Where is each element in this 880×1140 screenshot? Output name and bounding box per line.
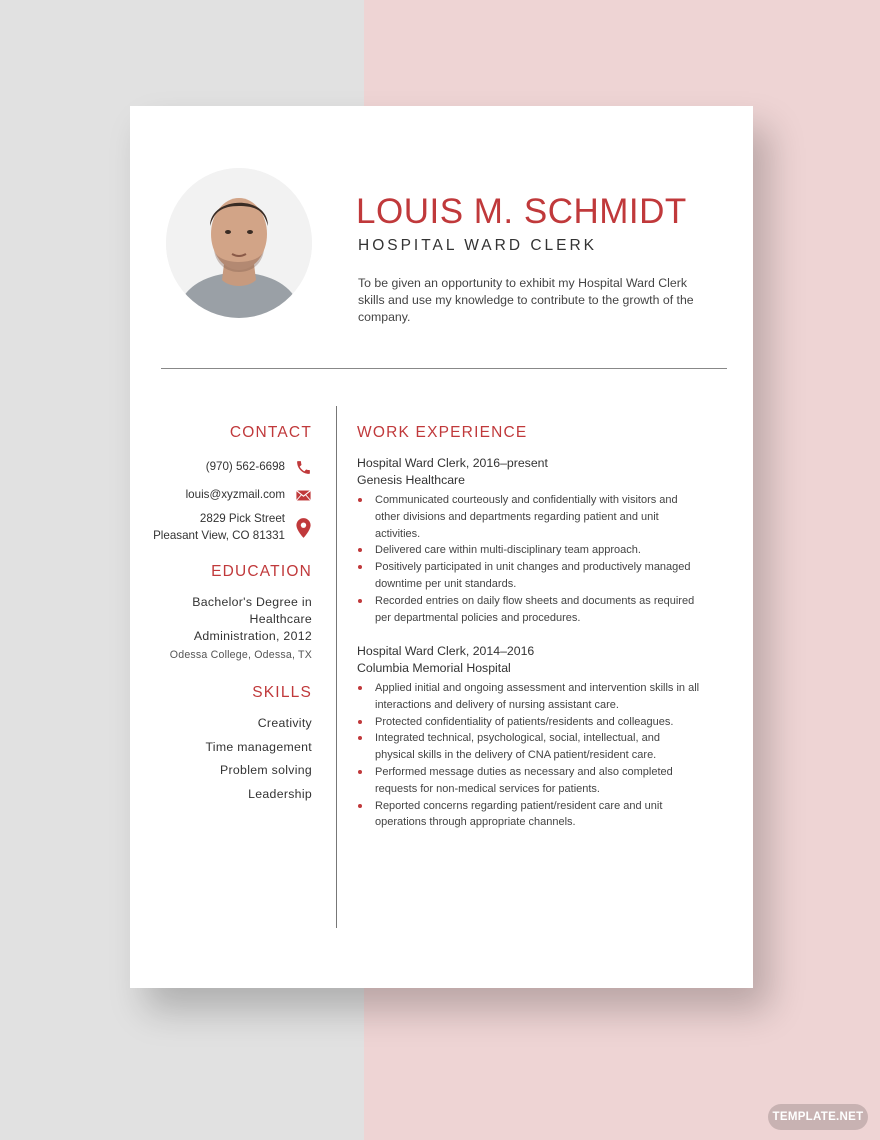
skill-item: Problem solving	[220, 763, 312, 777]
bullet-item: Applied initial and ongoing assessment and intervention skills in all interactions and delivery of nursing assistant care.	[357, 680, 702, 714]
resume-page	[130, 106, 753, 988]
bullet-item: Integrated technical, psychological, social, intellectual, and physical skills in the delivery of CNA patient/resident care.	[357, 730, 702, 764]
watermark-badge: TEMPLATE.NET	[768, 1104, 868, 1130]
education-block	[170, 594, 312, 661]
job-title-1: Hospital Ward Clerk, 2016–present	[357, 456, 548, 470]
skill-item: Time management	[205, 739, 312, 754]
education-heading: EDUCATION	[211, 563, 312, 580]
bullet-item: Communicated courteously and confidentially with visitors and other divisions and departments regarding patient and unit activities.	[357, 492, 702, 542]
bullet-item: Performed message duties as necessary and also completed requests for non-medical services for patients.	[357, 764, 702, 798]
contact-phone	[206, 459, 312, 476]
job-entry-1	[357, 455, 702, 626]
skill-item: Creativity	[257, 716, 312, 730]
job-entry-2	[357, 643, 702, 831]
address-line-1: 2829 Pick Street	[199, 512, 285, 525]
envelope-icon	[295, 487, 312, 504]
contact-email	[186, 487, 312, 504]
job-company-1: Genesis Healthcare	[357, 473, 465, 487]
bullet-item: Delivered care within multi-disciplinary team approach.	[357, 542, 702, 559]
objective-text: To be given an opportunity to exhibit my Hospital Ward Clerk skills and use my knowledge to contribute to the growth of the company.	[358, 276, 694, 324]
degree-line-2: Healthcare	[249, 612, 312, 626]
header-divider	[161, 368, 727, 369]
bullet-item: Positively participated in unit changes and productively managed downtime per unit standards.	[357, 559, 702, 593]
email-text: louis@xyzmail.com	[185, 488, 285, 502]
job-1-bullets	[357, 492, 702, 626]
address-text	[153, 511, 285, 544]
address-line-2: Pleasant View, CO 81331	[153, 528, 285, 542]
profile-photo	[166, 168, 312, 318]
contact-address	[153, 511, 312, 544]
skills-list	[205, 712, 312, 806]
column-divider	[336, 406, 337, 928]
person-portrait-icon	[166, 168, 312, 318]
job-title: HOSPITAL WARD CLERK	[358, 237, 598, 254]
phone-text: (970) 562-6698	[205, 460, 285, 474]
degree-line-3: Administration, 2012	[193, 629, 312, 643]
job-2-bullets	[357, 680, 702, 831]
degree-line-1: Bachelor's Degree in	[192, 595, 312, 609]
candidate-name: LOUIS M. SCHMIDT	[356, 192, 687, 231]
bullet-item: Protected confidentiality of patients/residents and colleagues.	[357, 714, 702, 731]
contact-heading: CONTACT	[229, 424, 312, 441]
job-company-2: Columbia Memorial Hospital	[357, 661, 511, 675]
bullet-item: Reported concerns regarding patient/resident care and unit operations through appropriate channels.	[357, 798, 702, 832]
school-text: Odessa College, Odessa, TX	[169, 649, 312, 661]
location-pin-icon	[295, 517, 312, 539]
phone-icon	[295, 459, 312, 476]
bullet-item: Recorded entries on daily flow sheets and documents as required per departmental policies and procedures.	[357, 593, 702, 627]
skill-item: Leadership	[248, 786, 312, 801]
work-experience-heading: WORK EXPERIENCE	[357, 424, 528, 441]
skills-heading: SKILLS	[252, 684, 312, 701]
job-title-2: Hospital Ward Clerk, 2014–2016	[357, 644, 535, 658]
